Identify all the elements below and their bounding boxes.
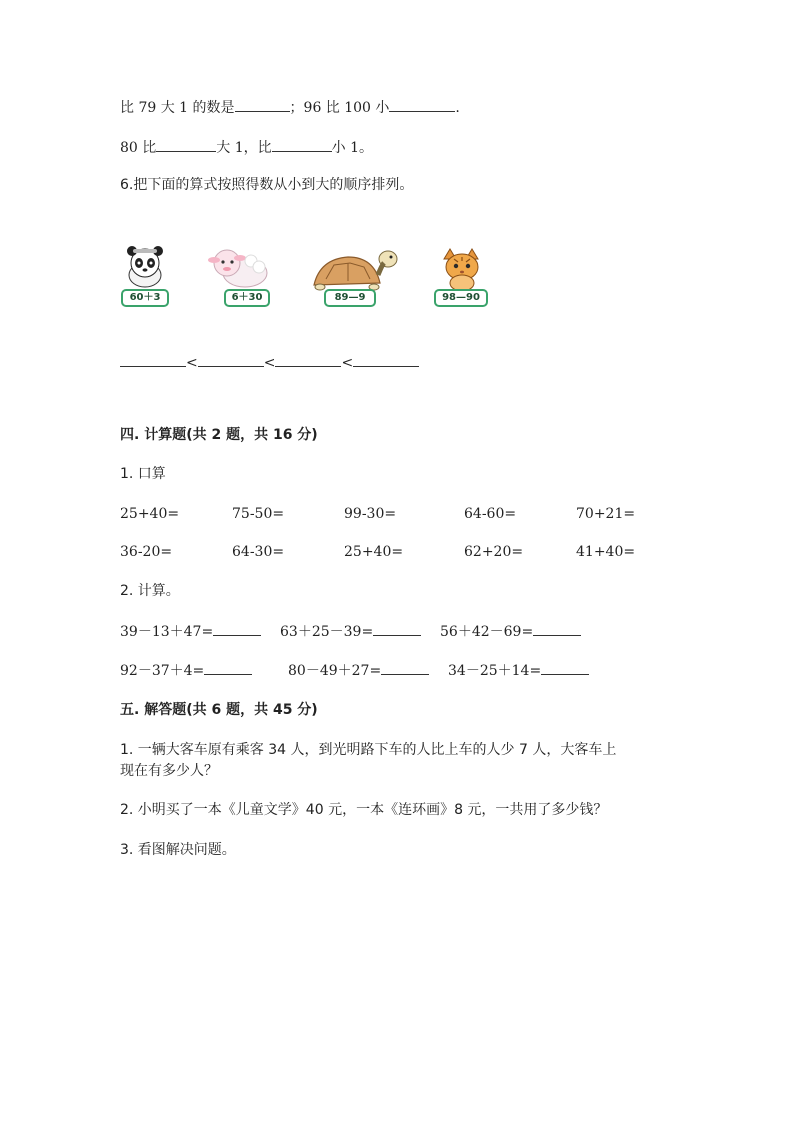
animal-card-cat <box>432 245 484 307</box>
answer-blank[interactable] <box>235 97 290 112</box>
question-text: 大 1，比 <box>216 140 272 156</box>
less-than-sign: < <box>186 355 198 371</box>
less-than-sign: < <box>341 355 354 371</box>
animal-card-sheep <box>205 245 271 307</box>
expression-tag: 89—9 <box>324 289 376 307</box>
question-6-title: 6.把下面的算式按照得数从小到大的顺序排列。 <box>120 177 414 193</box>
less-than-sign: < <box>263 355 276 371</box>
calc-item <box>440 621 581 642</box>
answer-blank[interactable] <box>198 352 264 367</box>
expression-tag: 98—90 <box>434 289 488 307</box>
calc-expression: 63＋25－39= <box>280 624 374 640</box>
calc-item <box>120 660 252 681</box>
calc-item <box>120 621 261 642</box>
mental-math-item: 64-30= <box>232 544 285 560</box>
calc-expression: 80－49＋27= <box>288 663 382 679</box>
answer-blank[interactable] <box>533 621 581 636</box>
answer-blank[interactable] <box>213 621 261 636</box>
answer-blank[interactable] <box>204 660 252 675</box>
mental-math-item: 25+40= <box>344 544 404 560</box>
fill-blank-line-1 <box>120 97 460 118</box>
question-5-1-line-2: 现在有多少人？ <box>120 763 218 779</box>
question-5-1-line-1: 1. 一辆大客车原有乘客 34 人，到光明路下车的人比上车的人少 7 人，大客车上 <box>120 742 617 758</box>
calc-expression: 56＋42－69= <box>440 624 534 640</box>
question-text: 80 比 <box>120 140 157 156</box>
calc-expression: 39－13＋47= <box>120 624 214 640</box>
animal-card-panda <box>120 245 170 307</box>
question-text: ；96 比 100 小 <box>289 100 390 116</box>
ordering-answer-row <box>120 352 419 371</box>
mental-math-item: 64-60= <box>464 506 517 522</box>
answer-blank[interactable] <box>541 660 589 675</box>
question-text: . <box>455 100 460 116</box>
question-text: 小 1。 <box>331 140 373 156</box>
section-4-heading: 四. 计算题(共 2 题，共 16 分) <box>120 427 318 443</box>
calc-item <box>288 660 429 681</box>
question-5-3: 3. 看图解决问题。 <box>120 842 236 858</box>
calc-item <box>280 621 421 642</box>
answer-blank[interactable] <box>389 97 455 112</box>
answer-blank[interactable] <box>275 352 341 367</box>
answer-blank[interactable] <box>120 352 186 367</box>
animal-card-turtle <box>310 245 398 307</box>
answer-blank[interactable] <box>373 621 421 636</box>
sheep-icon <box>205 245 271 291</box>
section-4-sub-2: 2. 计算。 <box>120 583 180 599</box>
fill-blank-line-2 <box>120 137 373 158</box>
cat-icon <box>432 245 484 291</box>
mental-math-item: 75-50= <box>232 506 285 522</box>
calc-expression: 34－25＋14= <box>448 663 542 679</box>
mental-math-item: 99-30= <box>344 506 397 522</box>
answer-blank[interactable] <box>156 137 216 152</box>
answer-blank[interactable] <box>353 352 419 367</box>
mental-math-item: 70+21= <box>576 506 636 522</box>
section-4-sub-1: 1. 口算 <box>120 466 166 482</box>
question-text: 比 79 大 1 的数是 <box>120 100 235 116</box>
answer-blank[interactable] <box>272 137 332 152</box>
section-5-heading: 五. 解答题(共 6 题，共 45 分) <box>120 702 318 718</box>
calc-expression: 92－37＋4= <box>120 663 205 679</box>
answer-blank[interactable] <box>381 660 429 675</box>
mental-math-item: 36-20= <box>120 544 173 560</box>
turtle-icon <box>310 245 398 295</box>
expression-tag: 60＋3 <box>121 289 169 307</box>
mental-math-item: 41+40= <box>576 544 636 560</box>
mental-math-item: 25+40= <box>120 506 180 522</box>
question-5-2: 2. 小明买了一本《儿童文学》40 元，一本《连环画》8 元，一共用了多少钱？ <box>120 802 608 818</box>
calc-item <box>448 660 589 681</box>
panda-icon <box>120 245 170 289</box>
expression-tag: 6＋30 <box>224 289 270 307</box>
mental-math-item: 62+20= <box>464 544 524 560</box>
